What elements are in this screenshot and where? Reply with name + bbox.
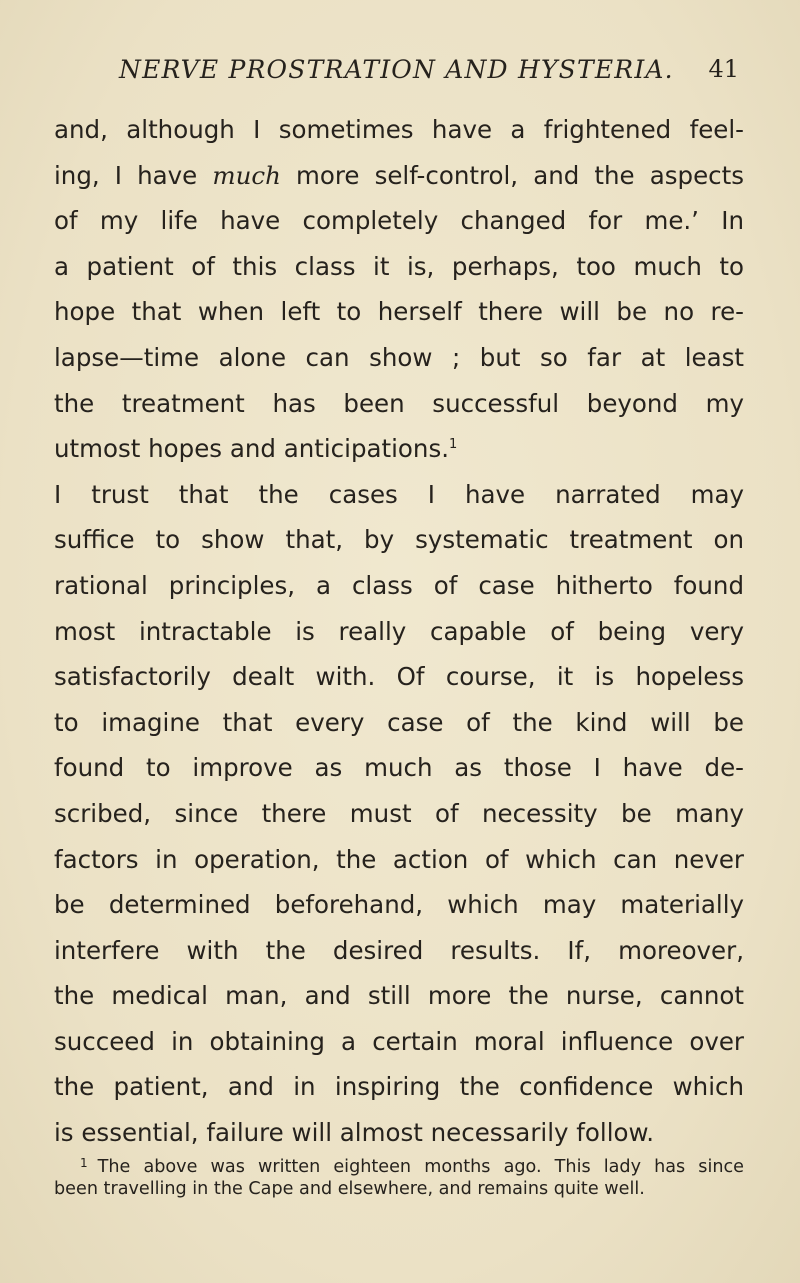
running-title: NERVE PROSTRATION AND HYSTERIA. [119, 55, 674, 84]
text-line: I trust that the cases I have narrated may [54, 479, 744, 509]
text-line: factors in operation, the action of which can never [54, 844, 744, 874]
text-line: hope that when left to herself there will be no re- [54, 297, 744, 327]
text-line-with-emphasis [54, 153, 744, 199]
footnote-text: The above was written eighteen months ago. This lady has since [97, 1157, 744, 1177]
text-fragment: ing, I have [54, 160, 198, 190]
text-line: of my life have completely changed for me.’ In [54, 206, 744, 236]
text-line: lapse—time alone can show ; but so far at least [54, 342, 744, 372]
text-line: is essential, failure will almost necessarily follow. [54, 1118, 655, 1148]
footnote [54, 1150, 744, 1202]
text-line: the medical man, and still more the nurse, cannot [54, 981, 744, 1011]
text-line: rational principles, a class of case hitherto found [54, 570, 744, 600]
text-line: succeed in obtaining a certain moral influence over [54, 1026, 744, 1056]
text-line: the treatment has been successful beyond my [54, 388, 744, 418]
text-line: be determined beforehand, which may materially [54, 890, 744, 920]
text-line-paragraph-end [54, 426, 744, 472]
page-number: 41 [708, 55, 739, 83]
text-line: satisfactorily dealt with. Of course, it is hopeless [54, 662, 744, 692]
footnote-line [54, 1150, 744, 1176]
text-fragment: more self-control, and the aspects [296, 160, 744, 190]
text-line: scribed, since there must of necessity be many [54, 798, 744, 828]
body-text [54, 107, 744, 1156]
text-line: interfere with the desired results. If, moreover, [54, 935, 744, 965]
text-line: the patient, and in inspiring the confidence which [54, 1072, 744, 1102]
emphasized-word: much [212, 160, 281, 190]
text-line: most intractable is really capable of being very [54, 616, 744, 646]
text-line: a patient of this class it is, perhaps, too much to [54, 251, 744, 281]
text-line: suffice to show that, by systematic treatment on [54, 525, 744, 555]
text-line: and, although I sometimes have a frightened feel- [54, 115, 744, 144]
footnote-marker: 1 [80, 1156, 88, 1170]
text-line: found to improve as much as those I have de- [54, 753, 744, 783]
text-fragment: utmost hopes and anticipations. [54, 434, 450, 464]
text-line: to imagine that every case of the kind will be [54, 707, 744, 737]
footnote-reference: 1 [449, 437, 458, 453]
running-head [119, 55, 739, 95]
footnote-line: been travelling in the Cape and elsewhere, and remains quite well. [54, 1179, 645, 1199]
